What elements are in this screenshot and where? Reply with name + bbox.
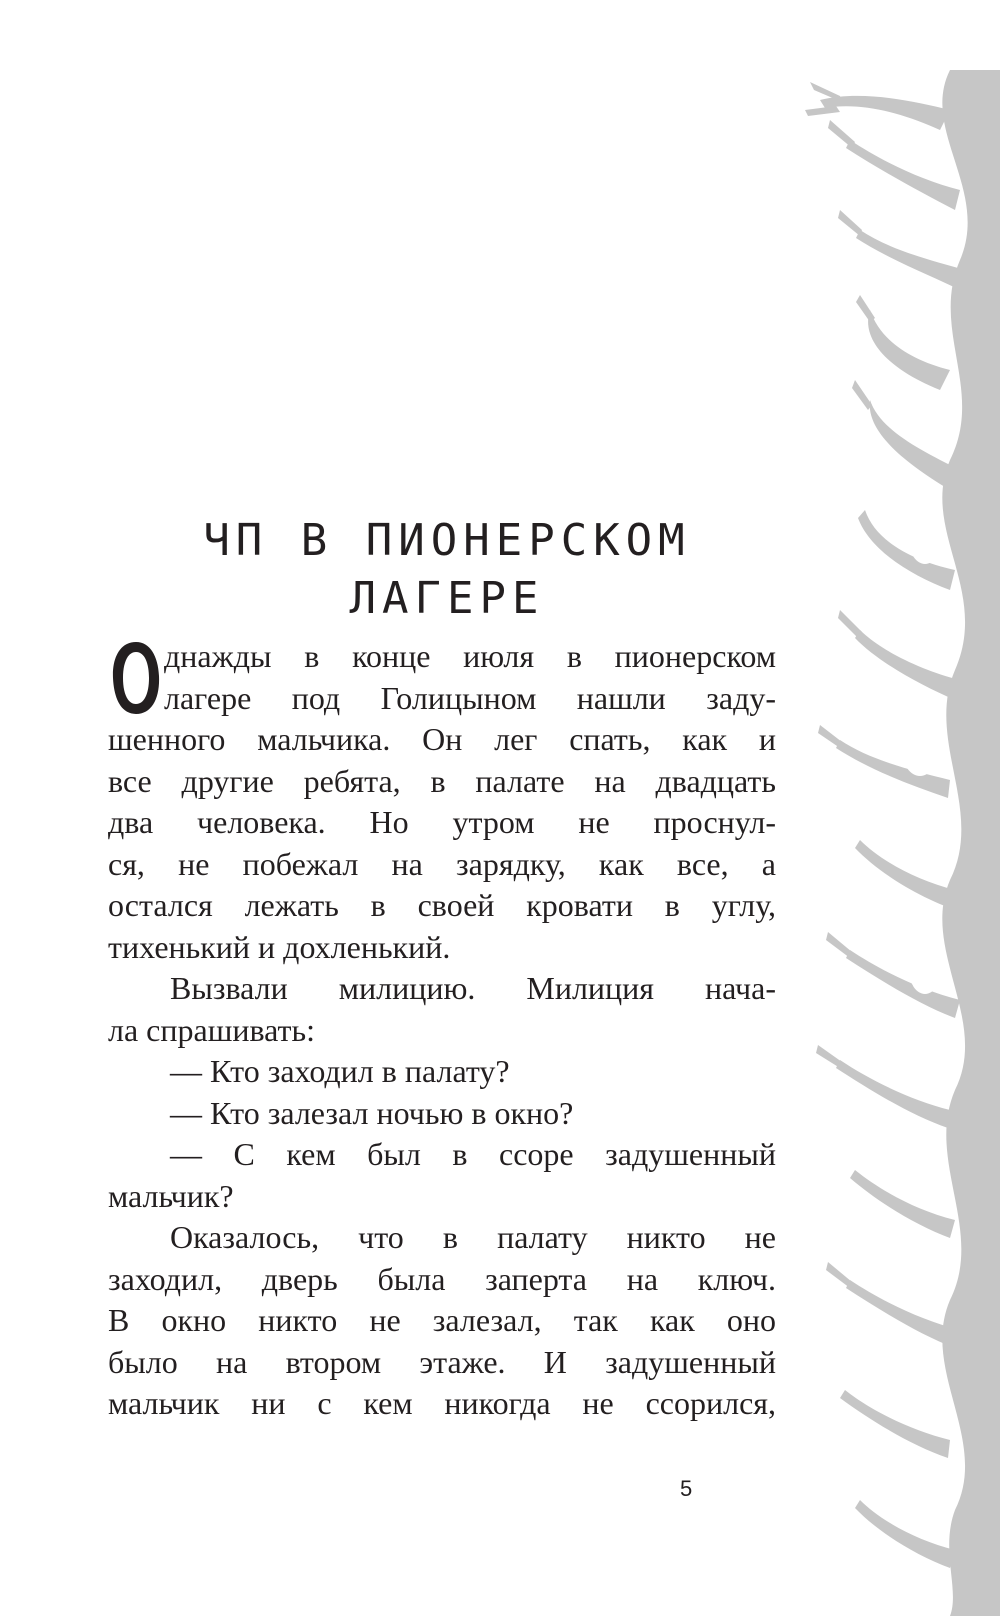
- ghostly-hands-border-icon: [800, 70, 1000, 1616]
- chapter-title-line-1: ЧП В ПИОНЕРСКОМ: [203, 515, 691, 566]
- text-line: ся, не побежал на зарядку, как все, а: [108, 845, 776, 882]
- chapter-title: [108, 512, 786, 628]
- dialogue-line: — Кто заходил в палату?: [170, 1053, 510, 1089]
- text-line: тихенький и дохленький.: [108, 928, 451, 965]
- chapter-title-line-2: ЛАГЕРЕ: [349, 573, 545, 624]
- dialogue-line: — С кем был в ссоре задушенный: [170, 1136, 776, 1172]
- text-line: было на втором этаже. И задушенный: [108, 1343, 776, 1380]
- text-line: Вызвали милицию. Милиция нача-: [170, 970, 776, 1006]
- page-number: 5: [680, 1476, 693, 1501]
- text-line: шенного мальчика. Он лег спать, как и: [108, 721, 776, 757]
- text-line: мальчик?: [108, 1177, 234, 1214]
- text-line: мальчик ни с кем никогда не ссорился,: [108, 1385, 776, 1421]
- text-line: остался лежать в своей кровати в углу,: [108, 887, 776, 923]
- dialogue-line: — Кто залезал ночью в окно?: [170, 1094, 574, 1131]
- text-line: ла спрашивать:: [108, 1011, 315, 1048]
- text-line: Оказалось, что в палату никто не: [170, 1219, 776, 1255]
- text-line: днажды в конце июля в пионерском: [164, 638, 776, 674]
- text-line: лагере под Голицыном нашли заду-: [164, 679, 776, 716]
- body-text: [108, 636, 776, 1425]
- text-line: В окно никто не залезал, так как оно: [108, 1302, 776, 1338]
- drop-cap-text: О: [135, 688, 137, 689]
- text-line: два человека. Но утром не проснул-: [108, 804, 776, 840]
- text-line: заходил, дверь была заперта на ключ.: [108, 1260, 776, 1297]
- text-line: все другие ребята, в палате на двадцать: [108, 762, 776, 799]
